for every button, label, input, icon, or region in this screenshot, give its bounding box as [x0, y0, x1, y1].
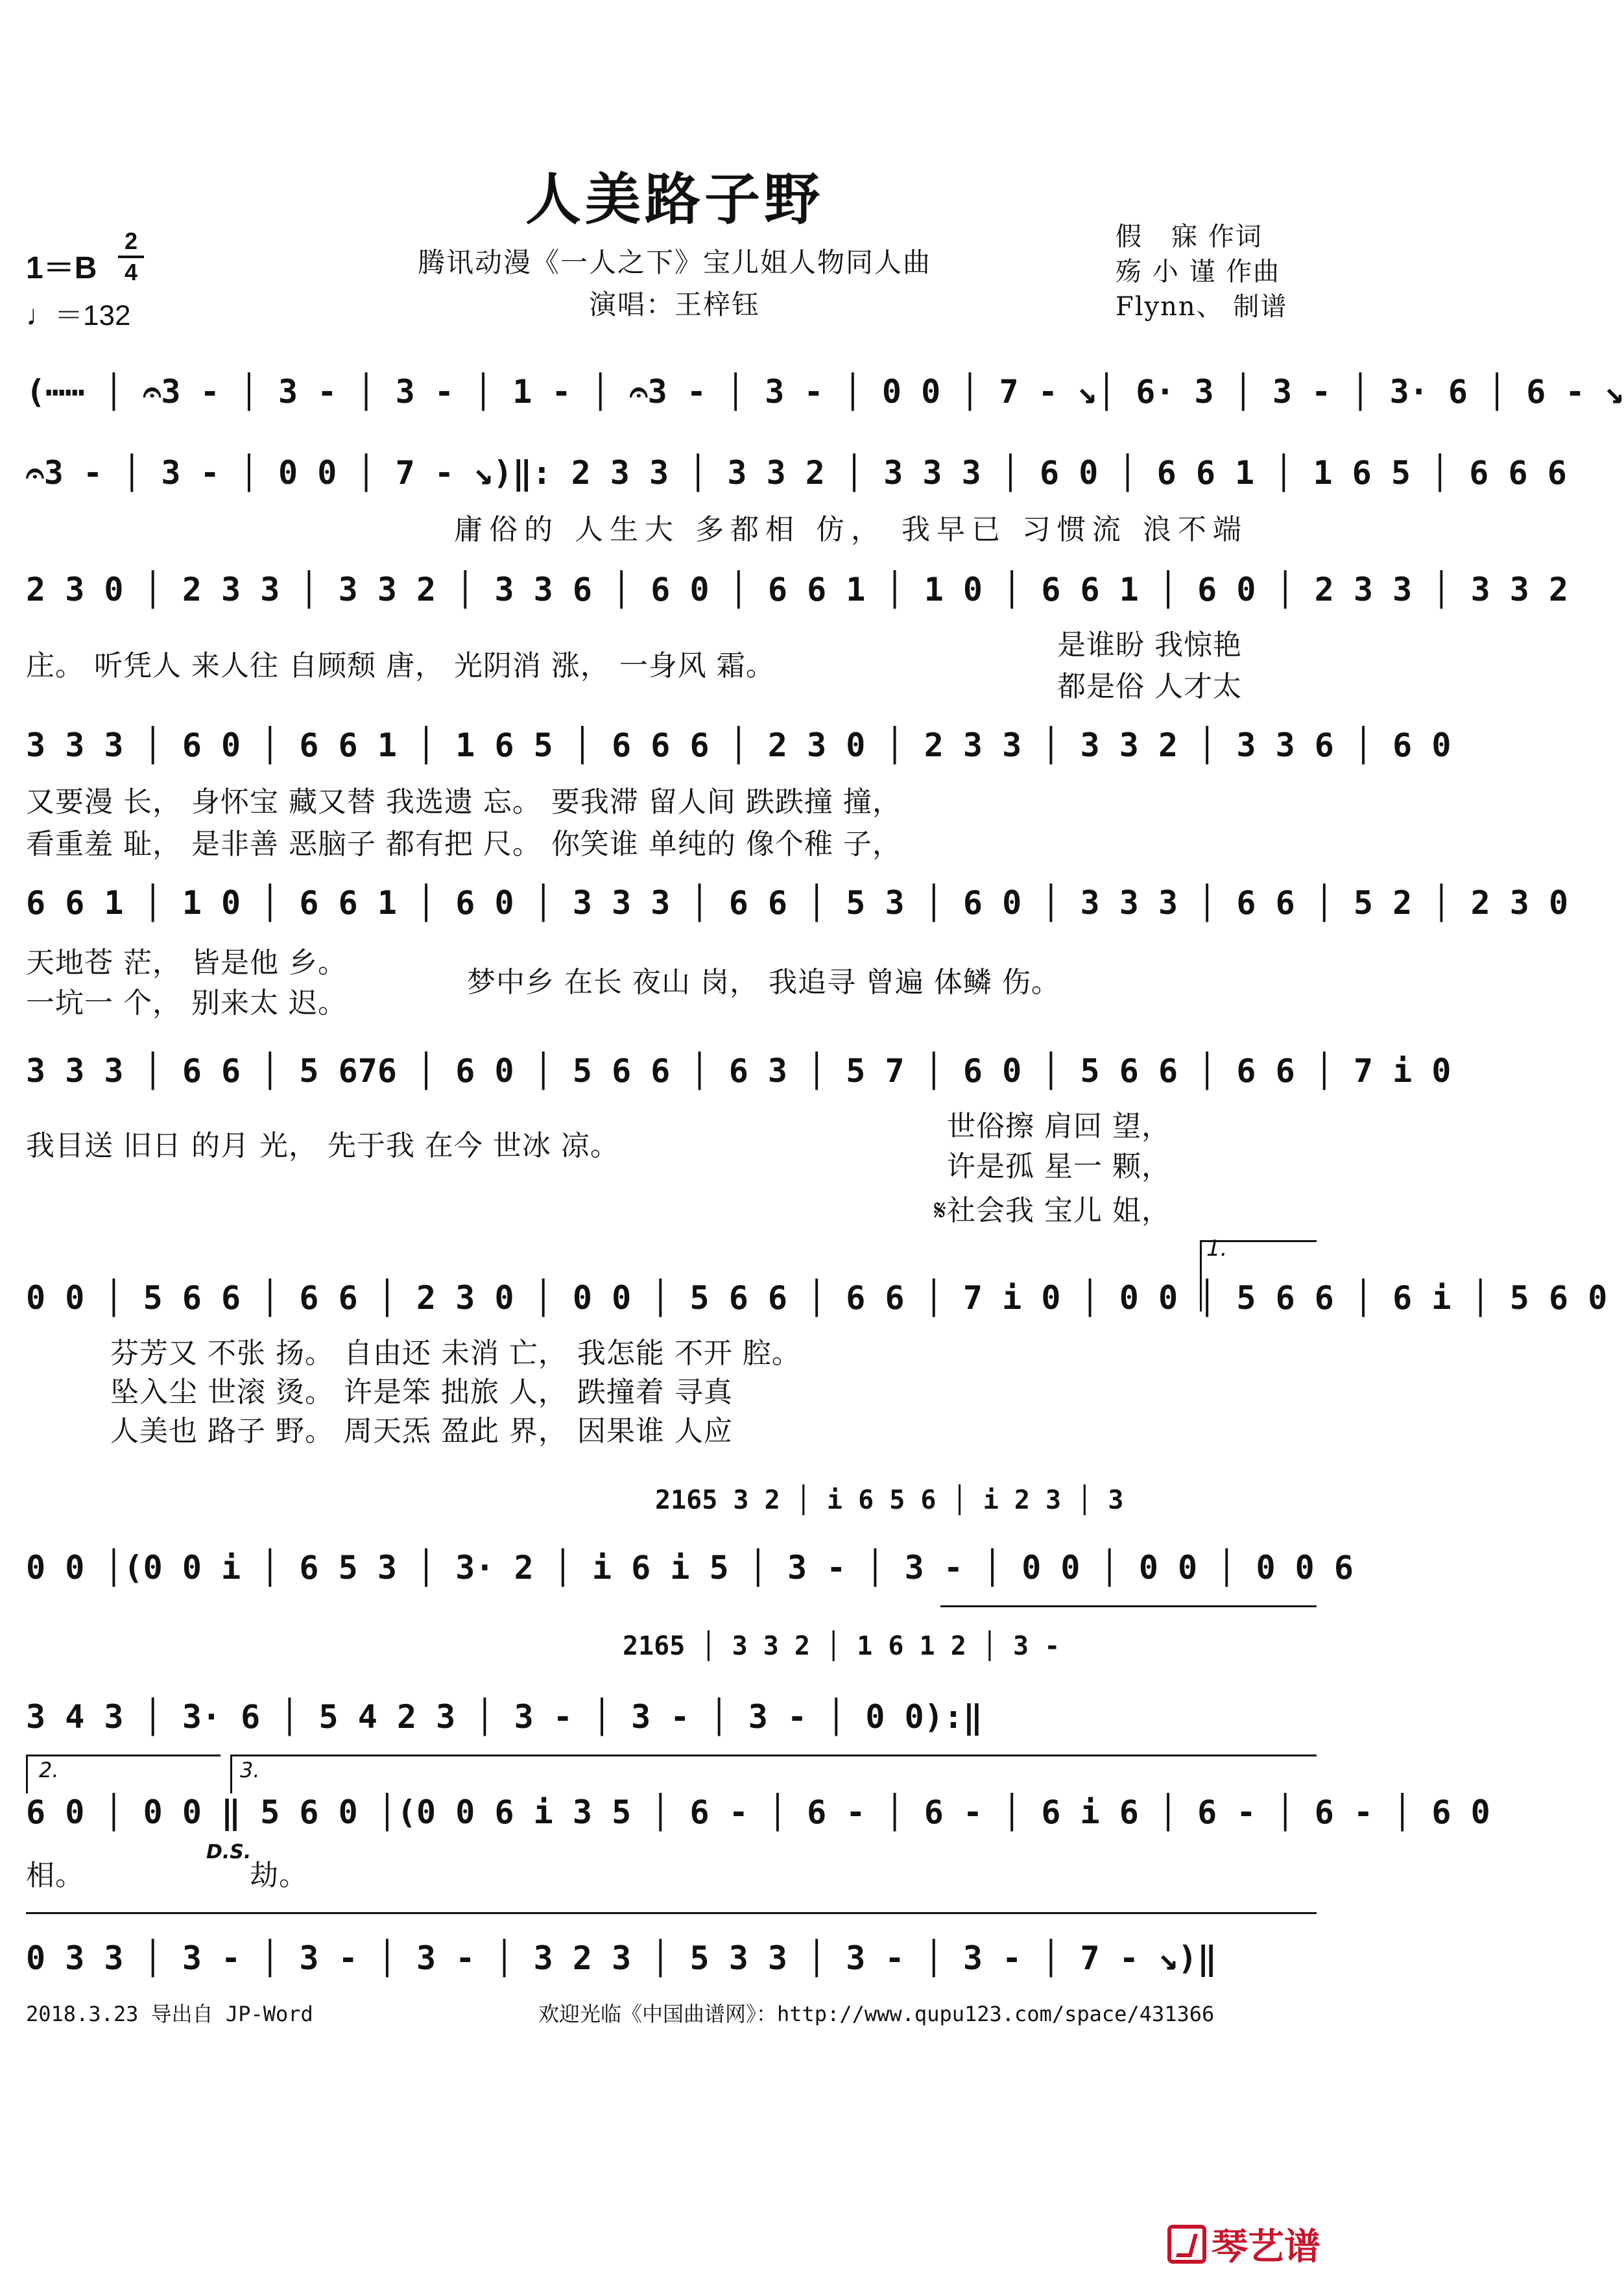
lyric-line-10a: 相。 — [26, 1859, 84, 1892]
arranger-credit: Flynn、 制谱 — [1116, 292, 1288, 322]
volta-2-bracket — [26, 1755, 221, 1756]
staff-line-7: 0 0 │ 5 6 6 │ 6 6 │ 2 3 0 │ 0 0 │ 5 6 6 │ 6 6 │ 7 i 0 │ 0 0 │ 5 6 6 │ 6 i │ 5 6 0 — [26, 1279, 1608, 1317]
lyric-line-8c: 𝄋社会我 宝儿 姐， — [934, 1194, 1171, 1227]
time-signature-top: 2 — [124, 228, 138, 254]
lyric-line-9b: 坠入尘 世滚 烫。 许是笨 拙旅 人， 跌撞着 寻真 — [110, 1376, 733, 1409]
lyric-line-4b: 看重羞 耻， 是非善 恶脑子 都有把 尺。 你笑谁 单纯的 像个稚 子， — [26, 828, 902, 861]
lyric-line-9c: 人美也 路子 野。 周天炁 盈此 界， 因果谁 人应 — [110, 1415, 733, 1448]
page-title: 人美路子野 — [525, 167, 824, 232]
volta-3-label: 3. — [240, 1758, 260, 1782]
lyric-line-8b: 许是孤 星一 颗， — [947, 1150, 1171, 1183]
lyric-line-5b: 一坑一 个， 别来太 迟。 — [26, 987, 347, 1020]
lyric-line-3a: 是谁盼 我惊艳 — [1057, 629, 1242, 662]
staff-line-8: 0 0 │(0 0 i │ 6 5 3 │ 3· 2 │ i 6 i 5 │ 3 - │ 3 - │ 0 0 │ 0 0 │ 0 0 6 — [26, 1549, 1354, 1587]
staff-line-2: 𝄐3 - │ 3 - │ 0 0 │ 7 - ↘)‖: 2 3 3 │ 3 3 2 │ 3 3 3 │ 6 0 │ 6 6 1 │ 1 6 5 │ 6 6 6 — [26, 454, 1567, 492]
staff-line-3: 2 3 0 │ 2 3 3 │ 3 3 2 │ 3 3 6 │ 6 0 │ 6 6 1 │ 1 0 │ 6 6 1 │ 6 0 │ 2 3 3 │ 3 3 2 — [26, 571, 1569, 608]
staff-line-6: 3 3 3 │ 6 6 │ 5 676 │ 6 0 │ 5 6 6 │ 6 3 │ 5 7 │ 6 0 │ 5 6 6 │ 6 6 │ 7 i 0 — [26, 1052, 1451, 1090]
export-note: 2018.3.23 导出自 JP-Word — [26, 2002, 313, 2026]
volta-1-label: 1. — [1206, 1236, 1228, 1262]
lyric-line-7: 我目送 旧日 的月 光， 先于我 在今 世冰 凉。 — [26, 1129, 619, 1162]
lyric-line-1: 庸俗的 人生大 多都相 仿， 我早已 习惯流 浪不端 — [454, 513, 1248, 546]
time-signature — [118, 228, 144, 285]
lyric-line-10b: 劫。 — [250, 1859, 308, 1892]
staff-line-11: 0 3 3 │ 3 - │ 3 - │ 3 - │ 3 2 3 │ 5 3 3 │ 3 - │ 3 - │ 7 - ↘)‖ — [26, 1939, 1217, 1977]
staff-line-8-upper: 2165 3 2 │ i 6 5 6 │ i 2 3 │ 3 — [655, 1485, 1124, 1515]
singer-credit: 演唱：王梓钰 — [588, 289, 760, 320]
volta-3-bracket — [230, 1755, 1317, 1756]
staff-line-9-upper: 2165 │ 3 3 2 │ 1 6 1 2 │ 3 - — [623, 1631, 1060, 1661]
credits-block — [1116, 219, 1287, 324]
divider-final-staff — [26, 1912, 1317, 1914]
lyric-line-2: 庄。 听凭人 来人往 自顾颓 唐， 光阴消 涨， 一身风 霜。 — [26, 649, 775, 682]
lyricist-credit: 假 寐 作词 — [1116, 222, 1263, 252]
lyric-line-5a: 天地苍 茫， 皆是他 乡。 — [26, 946, 347, 979]
subtitle: 腾讯动漫《一人之下》宝儿姐人物同人曲 — [417, 246, 931, 278]
lyric-line-6: 梦中乡 在长 夜山 岗， 我追寻 曾遍 体鳞 伤。 — [467, 966, 1060, 999]
lyric-line-9a: 芬芳又 不张 扬。 自由还 未消 亡， 我怎能 不开 腔。 — [110, 1337, 801, 1370]
tempo-marking: ♩＝132 — [26, 300, 131, 331]
staff-line-5: 6 6 1 │ 1 0 │ 6 6 1 │ 6 0 │ 3 3 3 │ 6 6 │ 5 3 │ 6 0 │ 3 3 3 │ 6 6 │ 5 2 │ 2 3 0 — [26, 884, 1569, 922]
da-segno-marker: D.S. — [206, 1841, 252, 1863]
composer-credit: 殇 小 谨 作曲 — [1116, 257, 1281, 287]
lyric-line-8a: 世俗擦 肩回 望， — [947, 1110, 1171, 1143]
staff-line-4: 3 3 3 │ 6 0 │ 6 6 1 │ 1 6 5 │ 6 6 6 │ 2 3 0 │ 2 3 3 │ 3 3 2 │ 3 3 6 │ 6 0 — [26, 726, 1451, 764]
volta-2-bracket-side — [26, 1755, 28, 1793]
site-link[interactable]: 欢迎光临《中国曲谱网》：http://www.qupu123.com/space/431366 — [538, 2002, 1215, 2026]
logo-text: 琴艺谱 — [1212, 2226, 1320, 2268]
divider-upper-staff — [940, 1605, 1317, 1607]
volta-2-label: 2. — [39, 1758, 59, 1782]
staff-line-9: 3 4 3 │ 3· 6 │ 5 4 2 3 │ 3 - │ 3 - │ 3 - │ 0 0):‖ — [26, 1698, 983, 1736]
site-logo — [1167, 2218, 1320, 2270]
lyric-line-3b: 都是俗 人才太 — [1057, 670, 1242, 703]
key-signature: 1＝B — [26, 251, 97, 285]
lyric-line-4a: 又要漫 长， 身怀宝 藏又替 我选遗 忘。 要我滞 留人间 跌跌撞 撞， — [26, 785, 902, 819]
staff-line-1: (⋯⋯ │ 𝄐3 - │ 3 - │ 3 - │ 1 - │ 𝄐3 - │ 3 - │ 0 0 │ 7 - ↘│ 6· 3 │ 3 - │ 3· 6 │ 6 - ↘ — [26, 373, 1624, 411]
volta-3-bracket-side — [230, 1755, 232, 1793]
logo-mark-icon — [1167, 2225, 1206, 2264]
time-signature-bottom: 4 — [124, 259, 138, 285]
staff-line-10: 6 0 │ 0 0 ‖ 5 6 0 │(0 0 6 i 3 5 │ 6 - │ 6 - │ 6 - │ 6 i 6 │ 6 - │ 6 - │ 6 0 — [26, 1793, 1490, 1831]
